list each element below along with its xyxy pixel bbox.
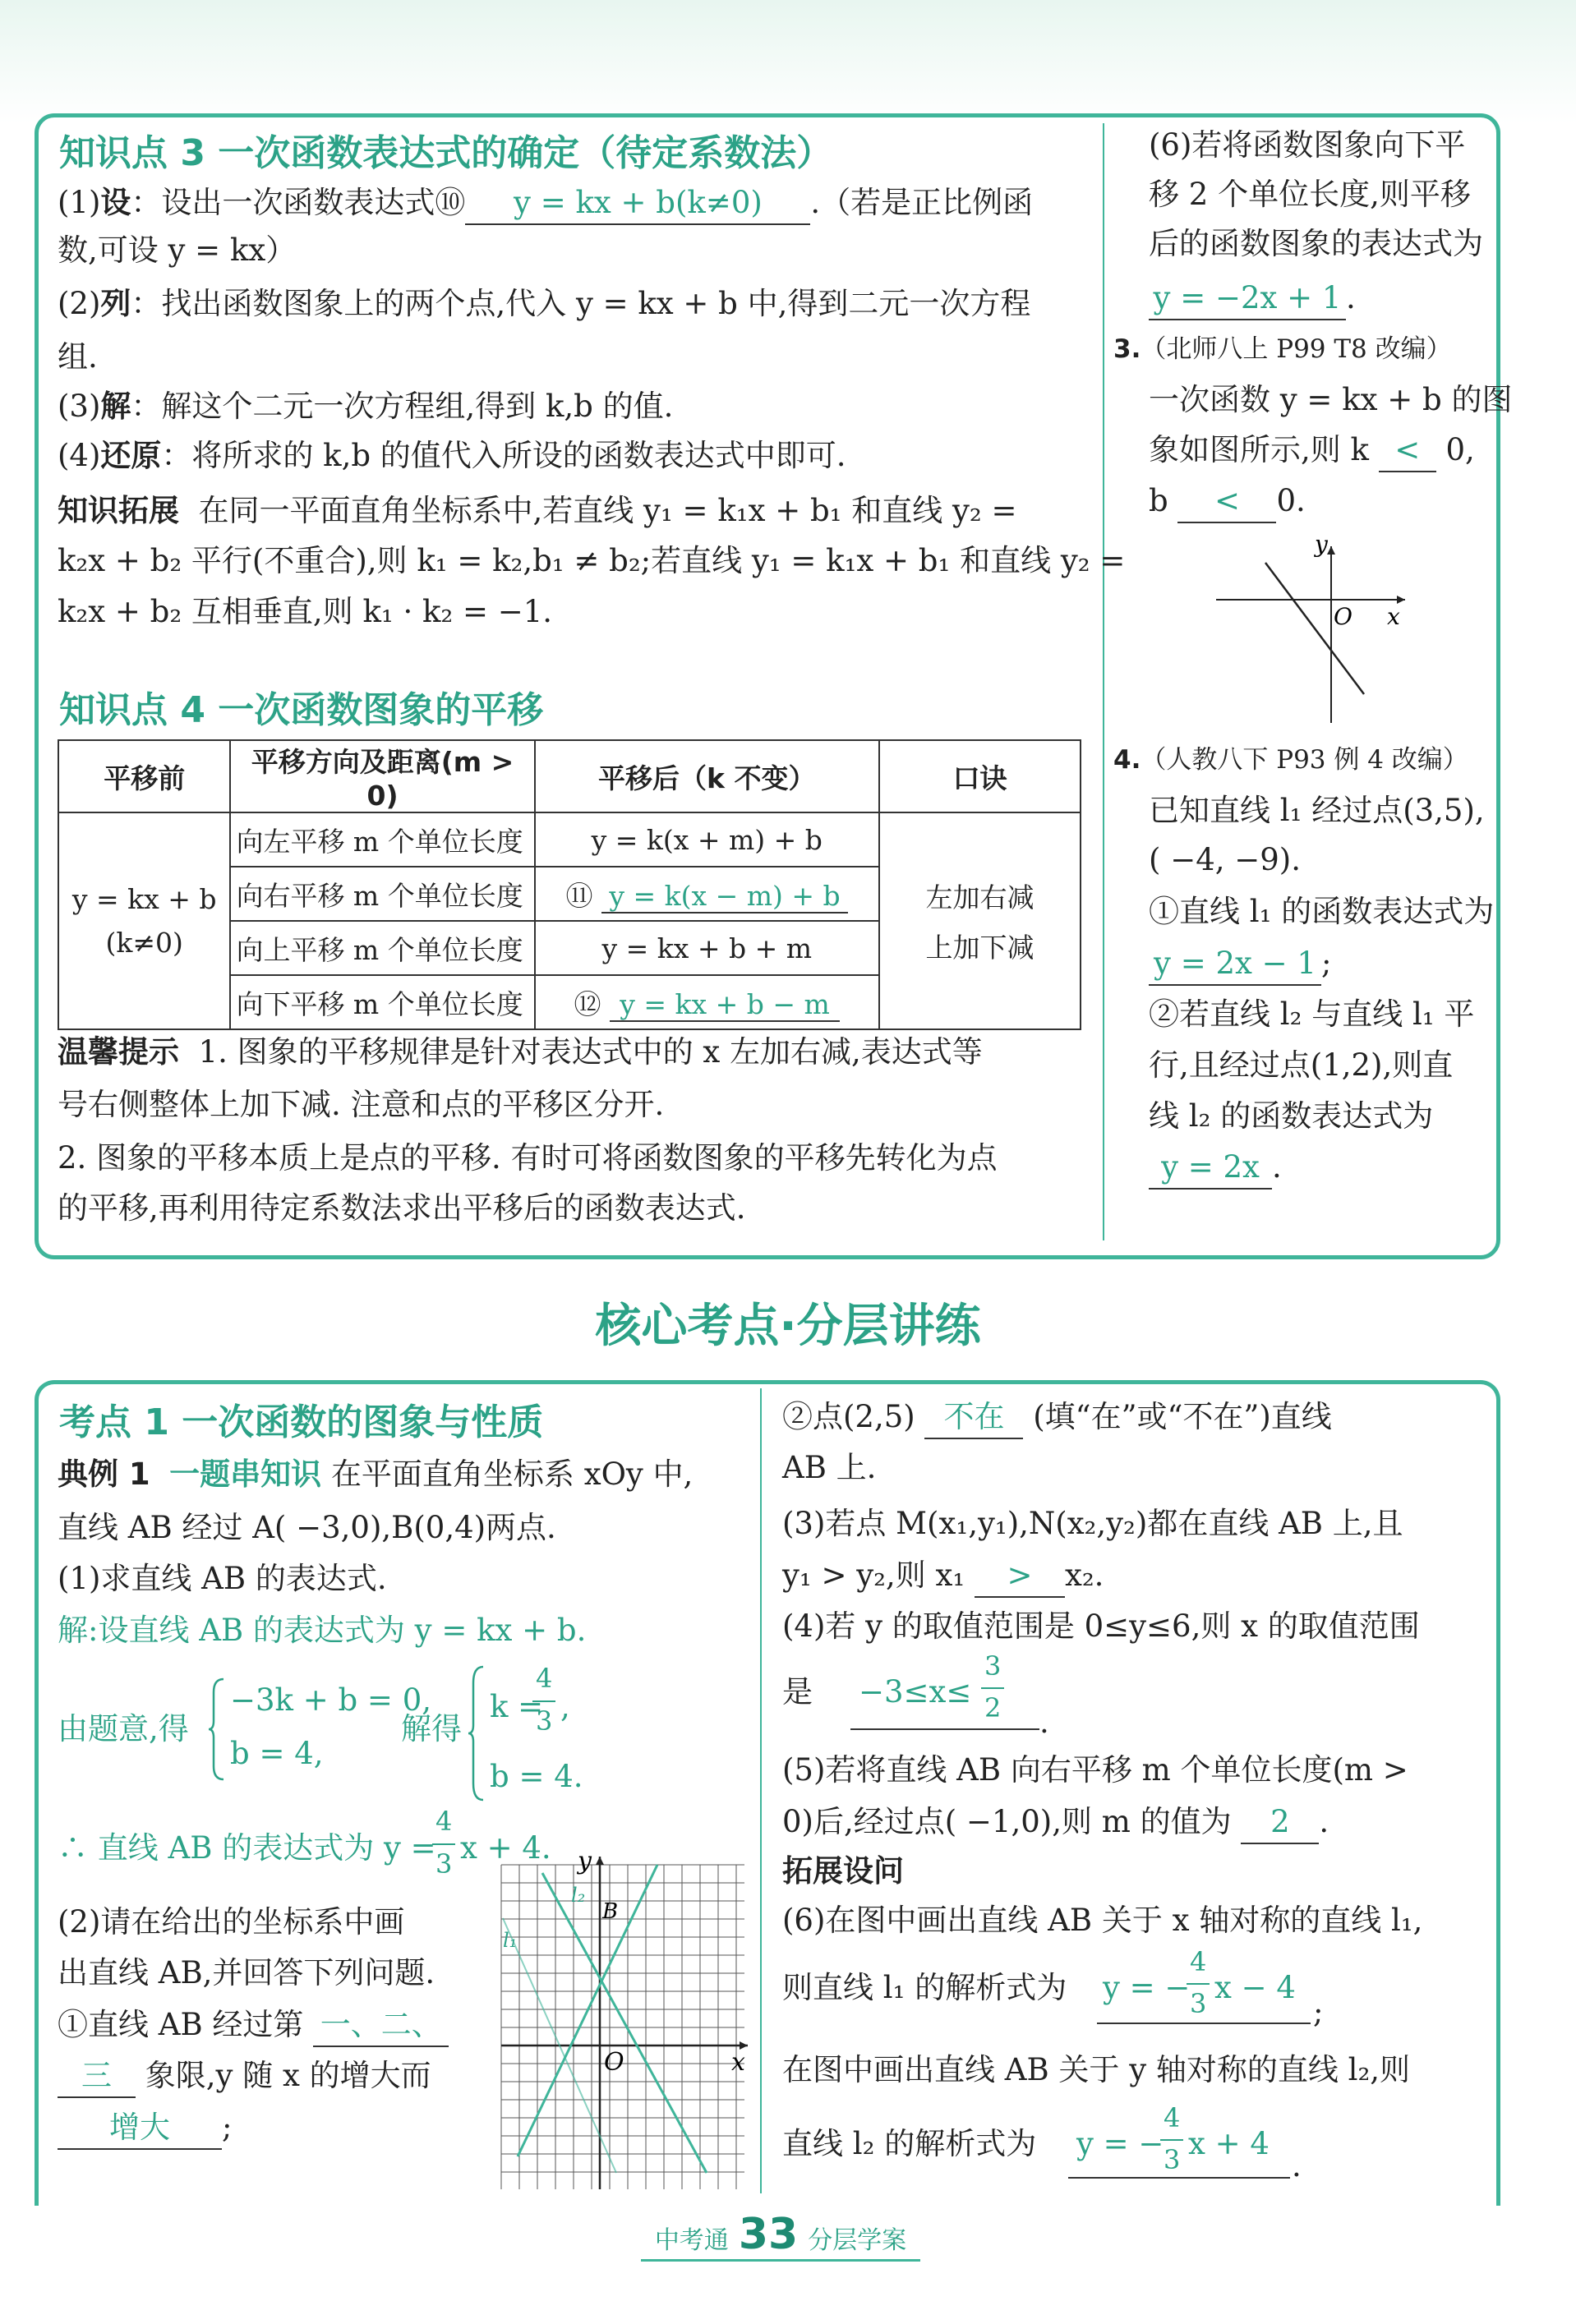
q6-answer-line: y = −2x + 1 . — [1149, 278, 1356, 320]
k3-step2-line2: 组. — [58, 339, 98, 375]
column-divider — [1103, 123, 1104, 1240]
q2-line1: (2)请在给出的坐标系中画 — [58, 1904, 405, 1940]
q4-answer1-line: y = 2x − 1 ; — [1149, 943, 1331, 986]
origin-label: O — [1334, 603, 1353, 630]
p4-line2: 是 — [782, 1674, 813, 1710]
q2-line2: 出直线 AB,并回答下列问题. — [58, 1955, 435, 1990]
table-cell: 向右平移 m 个单位长度 — [230, 867, 534, 921]
q2-answer1b: 三 — [58, 2055, 136, 2098]
tip-line2: 号右侧整体上加下减. 注意和点的平移区分开. — [58, 1087, 665, 1122]
table-cell: ⑫ y = kx + b − m — [535, 975, 879, 1029]
p6-line4: 直线 l₂ 的解析式为 — [782, 2126, 1037, 2161]
graph-label-origin: O — [604, 2048, 624, 2077]
system1-eq1: −3k + b = 0, — [230, 1682, 431, 1718]
kp1-title: 考点 1 一次函数的图象与性质 — [59, 1401, 544, 1443]
q4-line2: ( −4, −9). — [1149, 842, 1301, 877]
table-cell-before: y = kx + b (k≠0) — [58, 812, 230, 1029]
q4-header: 4.（人教八下 P93 例 4 改编） — [1113, 745, 1468, 775]
q4-line7: 线 l₂ 的函数表达式为 — [1149, 1098, 1434, 1134]
axis-label-x: x — [1387, 603, 1400, 630]
p6-answer2-b: x + 4 — [1188, 2126, 1270, 2161]
solution-mid: 解得 — [401, 1711, 462, 1746]
q3-graph — [1200, 534, 1422, 731]
q2-answer2: 增大 — [58, 2107, 222, 2150]
p6-line3: 在图中画出直线 AB 关于 y 轴对称的直线 l₂,则 — [782, 2052, 1411, 2087]
q4-line3: ①直线 l₁ 的函数表达式为 — [1149, 894, 1495, 929]
conclusion-den: 3 — [435, 1848, 453, 1880]
p4-answer-den: 2 — [984, 1692, 1002, 1723]
line-l2 — [518, 1865, 657, 2156]
p3-line1: (3)若点 M(x₁,y₁),N(x₂,y₂)都在直线 AB 上,且 — [782, 1506, 1403, 1541]
brace-icon — [207, 1676, 227, 1783]
k3-extension-line1: 知识拓展 在同一平面直角坐标系中,若直线 y₁ = k₁x + b₁ 和直线 y₂ = — [58, 493, 1017, 528]
p6-answer-den: 3 — [1190, 1988, 1207, 2019]
extension-title: 拓展设问 — [782, 1853, 904, 1889]
table-header: 平移前 — [58, 740, 230, 812]
graph-label-b: B — [602, 1899, 619, 1924]
table-cell: y = k(x + m) + b — [535, 812, 879, 867]
table-cell: 向下平移 m 个单位长度 — [230, 975, 534, 1029]
solution-pre: 由题意,得 — [58, 1711, 189, 1746]
system2-k-num: 4 — [536, 1663, 553, 1694]
q4-answer2-line: y = 2x . — [1149, 1147, 1282, 1190]
system2-k-den: 3 — [536, 1705, 553, 1737]
conclusion-pre: ∴ 直线 AB 的表达式为 y = — [58, 1830, 436, 1866]
q2-line5: 增大 ; — [58, 2107, 232, 2150]
arrow-icon — [1327, 546, 1335, 555]
q2-answer1a: 一、二、 — [313, 2004, 449, 2047]
p6-answer2-num: 4 — [1164, 2102, 1181, 2133]
system1-eq2: b = 4, — [230, 1736, 324, 1771]
q6-line1: (6)若将函数图象向下平 — [1149, 127, 1466, 163]
table-header: 平移方向及距离(m > 0) — [230, 740, 534, 812]
p4-answer: −3≤x≤ — [859, 1674, 972, 1710]
p6-answer2-den: 3 — [1164, 2144, 1181, 2175]
q3-answer-k: < — [1379, 430, 1436, 472]
graph-label-l1: l₁ — [503, 1929, 518, 1952]
table-cell: ⑪ y = k(x − m) + b — [535, 867, 879, 921]
p2-line2: AB 上. — [782, 1450, 877, 1485]
q6-answer: y = −2x + 1 — [1149, 278, 1346, 320]
q1-text: (1)求直线 AB 的表达式. — [58, 1561, 387, 1596]
p6-answer2-a: y = − — [1076, 2126, 1164, 2161]
table-header: 口诀 — [879, 740, 1081, 812]
q4-answer1: y = 2x − 1 — [1149, 943, 1321, 986]
p5-line2: 0)后,经过点( −1,0),则 m 的值为 2 . — [782, 1802, 1329, 1844]
k3-extension-line2: k₂x + b₂ 平行(不重合),则 k₁ = k₂,b₁ ≠ b₂;若直线 y₁ = k₁x + b₁ 和直线 y₂ = — [58, 543, 1126, 578]
p6-line1: (6)在图中画出直线 AB 关于 x 轴对称的直线 l₁, — [782, 1903, 1423, 1938]
conclusion-post: x + 4. — [460, 1830, 551, 1866]
section-title: 核心考点·分层讲练 — [595, 1300, 981, 1353]
example-line1: 典例 1 一题串知识 在平面直角坐标系 xOy 中, — [58, 1457, 694, 1492]
p5-answer: 2 — [1241, 1802, 1319, 1844]
table-cell: 向左平移 m 个单位长度 — [230, 812, 534, 867]
q6-line3: 后的函数图象的表达式为 — [1149, 226, 1483, 261]
q6-line2: 移 2 个单位长度,则平移 — [1149, 177, 1471, 212]
p4-line1: (4)若 y 的取值范围是 0≤y≤6,则 x 的取值范围 — [782, 1608, 1420, 1644]
q3-line3: b < 0. — [1149, 481, 1306, 523]
tip-line1: 温馨提示 1. 图象的平移规律是针对表达式中的 x 左加右减,表达式等 — [58, 1034, 983, 1070]
p5-line1: (5)若将直线 AB 向右平移 m 个单位长度(m > — [782, 1752, 1408, 1788]
graph-label-y: y — [578, 1847, 592, 1875]
k3-step3: (3)解：解这个二元一次方程组,得到 k,b 的值. — [58, 389, 674, 424]
q3-header: 3.（北师八上 P99 T8 改编） — [1113, 334, 1452, 364]
p6-blank-underline — [1097, 2023, 1311, 2024]
page-footer: 中考通 33 分层学案 — [641, 2210, 920, 2262]
system2-b: b = 4. — [490, 1759, 583, 1794]
page-number: 33 — [738, 2210, 799, 2259]
coordinate-grid-graph — [493, 1844, 756, 2197]
axis-label-y: y — [1315, 534, 1328, 558]
k4-answer-12: y = kx + b − m — [610, 988, 840, 1022]
table-cell: y = kx + b + m — [535, 921, 879, 975]
p6-answer-num: 4 — [1190, 1946, 1207, 1977]
q4-line1: 已知直线 l₁ 经过点(3,5), — [1149, 793, 1485, 828]
p2-line1: ②点(2,5) 不在 (填“在”或“不在”)直线 — [782, 1397, 1332, 1439]
k3-step1: (1)设：设出一次函数表达式⑩ y = kx + b(k≠0) .（若是正比例函 — [58, 182, 1033, 225]
k4-title: 知识点 4 一次函数图象的平移 — [59, 689, 544, 731]
p6-answer-b: x − 4 — [1214, 1970, 1296, 2005]
p6-period: . — [1292, 2148, 1302, 2184]
brace-icon — [467, 1664, 486, 1803]
q2-line4: 三 象限,y 随 x 的增大而 — [58, 2055, 431, 2098]
k3-title: 知识点 3 一次函数表达式的确定（待定系数法） — [59, 132, 833, 174]
q2-line3: ①直线 AB 经过第 一、二、 — [58, 2004, 449, 2047]
conclusion-num: 4 — [435, 1806, 453, 1837]
q4-line5: ②若直线 l₂ 与直线 l₁ 平 — [1149, 996, 1475, 1032]
q3-line1: 一次函数 y = kx + b 的图 — [1149, 382, 1513, 417]
p6-semicolon: ; — [1313, 1995, 1324, 2030]
q4-line6: 行,且经过点(1,2),则直 — [1149, 1047, 1454, 1083]
k3-step1-line2: 数,可设 y = kx） — [58, 232, 297, 268]
k3-step4: (4)还原：将所求的 k,b 的值代入所设的函数表达式中即可. — [58, 438, 846, 473]
p3-answer: > — [975, 1555, 1065, 1598]
k3-step2: (2)列：找出函数图象上的两个点,代入 y = kx + b 中,得到二元一次方程 — [58, 286, 1031, 321]
solution-line1: 解:设直线 AB 的表达式为 y = kx + b. — [58, 1613, 587, 1648]
p6-answer-a: y = − — [1103, 1970, 1191, 2005]
q4-answer2: y = 2x — [1149, 1147, 1272, 1190]
q3-line2: 象如图所示,则 k < 0, — [1149, 430, 1475, 472]
p4-answer-num: 3 — [984, 1650, 1002, 1682]
table-cell-rhyme: 左加右减 上加下减 — [879, 812, 1081, 1029]
k3-extension-line3: k₂x + b₂ 互相垂直,则 k₁ · k₂ = −1. — [58, 594, 553, 629]
table-cell: 向上平移 m 个单位长度 — [230, 921, 534, 975]
p3-line2: y₁ > y₂,则 x₁ > x₂. — [782, 1555, 1104, 1598]
example-line2: 直线 AB 经过 A( −3,0),B(0,4)两点. — [58, 1510, 556, 1545]
column-divider — [760, 1388, 762, 2193]
k3-answer-10: y = kx + b(k≠0) — [465, 182, 810, 225]
p2-answer: 不在 — [924, 1397, 1023, 1439]
top-band — [0, 0, 1576, 123]
p6-line2: 则直线 l₁ 的解析式为 — [782, 1970, 1067, 2005]
tip-line4: 的平移,再利用待定系数法求出平移后的函数表达式. — [58, 1190, 746, 1226]
p4-blank-underline — [850, 1728, 1039, 1730]
graph-label-l2: l₂ — [571, 1884, 586, 1907]
q3-answer-b: < — [1177, 481, 1276, 523]
k4-answer-11: y = k(x − m) + b — [601, 880, 848, 913]
tip-line3: 2. 图象的平移本质上是点的平移. 有时可将函数图象的平移先转化为点 — [58, 1140, 998, 1176]
p6-blank2-underline — [1068, 2177, 1290, 2179]
arrow-icon — [596, 1857, 604, 1865]
system2-k: k = — [490, 1689, 544, 1724]
graph-label-x: x — [731, 2048, 745, 2077]
table-header: 平移后（k 不变） — [535, 740, 879, 812]
p4-period: . — [1039, 1705, 1049, 1740]
system2-comma: , — [560, 1689, 570, 1724]
translation-table — [58, 739, 1081, 1030]
